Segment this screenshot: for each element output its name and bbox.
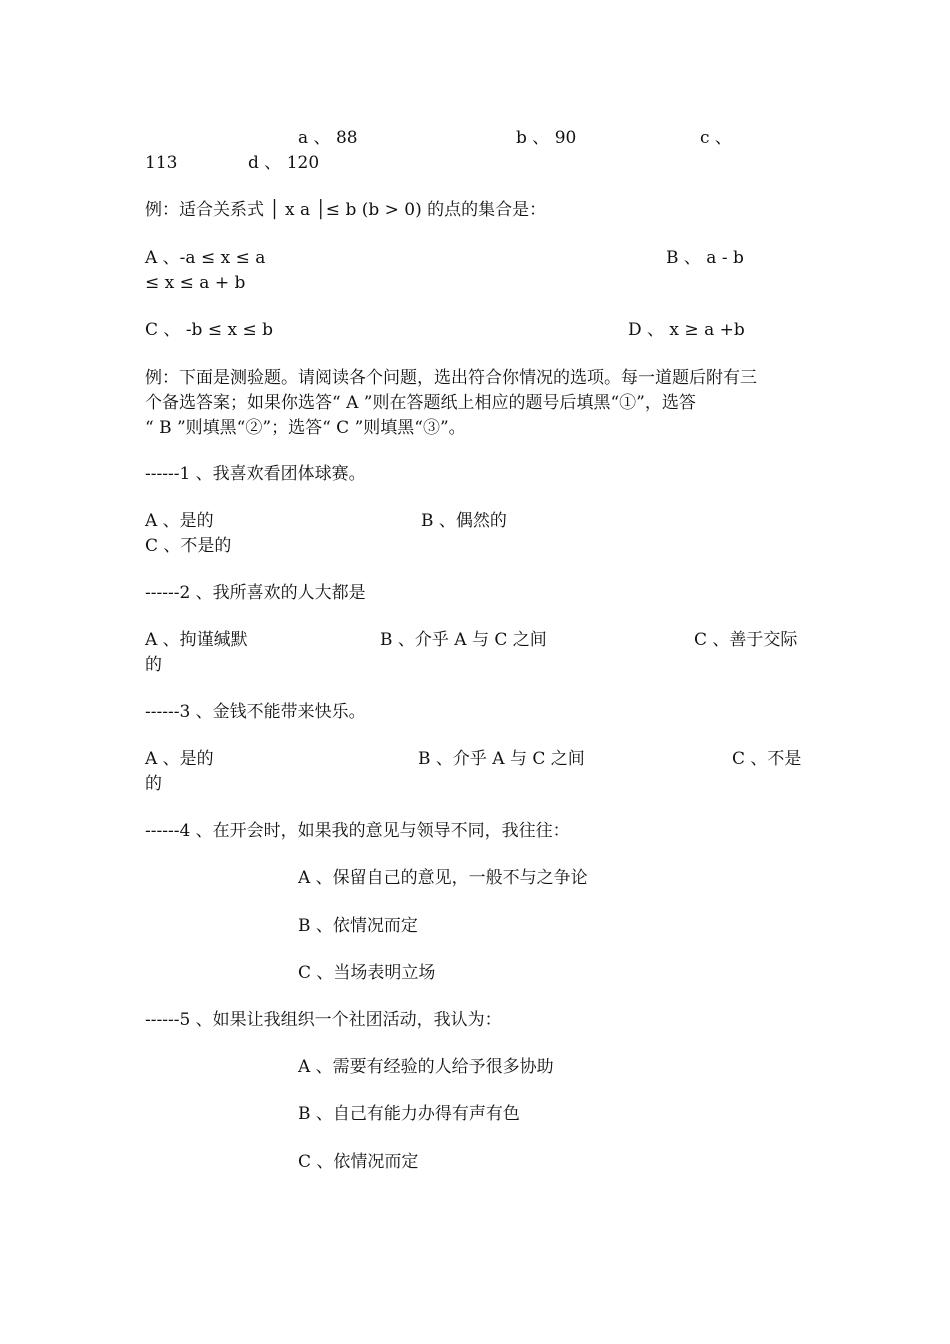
question2-option-b: B 、介乎 A 与 C 之间 xyxy=(380,630,547,650)
question3-option-c: C 、不是 xyxy=(732,749,802,769)
example2-intro-line1: 例：下面是测验题。请阅读各个问题，选出符合你情况的选项。每一道题后附有三 xyxy=(145,368,757,388)
example2-intro-line2: 个备选答案；如果你选答“ A ”则在答题纸上相应的题号后填黑“①”，选答 xyxy=(145,393,696,413)
example2-intro-line3: “ B ”则填黑“②”；选答“ C ”则填黑“③”。 xyxy=(145,418,466,438)
question4-option-b: B 、依情况而定 xyxy=(298,916,418,936)
question2-option-c: C 、善于交际 xyxy=(694,630,798,650)
question1-option-a: A 、是的 xyxy=(145,511,214,531)
example1-option-c: C 、 -b ≤ x ≤ b xyxy=(145,320,274,340)
question3-option-c-wrap: 的 xyxy=(145,774,162,794)
question5-option-c: C 、依情况而定 xyxy=(298,1152,419,1172)
question3-option-b: B 、介乎 A 与 C 之间 xyxy=(418,749,585,769)
option-b-90: b 、 90 xyxy=(516,128,577,148)
question5-option-a: A 、需要有经验的人给予很多协助 xyxy=(298,1057,554,1077)
example1-question: 例：适合关系式 │ x a │≤ b (b > 0) 的点的集合是： xyxy=(145,200,547,220)
option-d-120: d 、 120 xyxy=(248,153,320,173)
option-c-label: c 、 xyxy=(700,128,732,148)
example1-option-a: A 、-a ≤ x ≤ a xyxy=(145,248,266,268)
example1-option-b-start: B 、 a - b xyxy=(666,248,744,268)
option-c-value: 113 xyxy=(145,153,178,173)
question5-option-b: B 、自己有能力办得有声有色 xyxy=(298,1104,520,1124)
question1-option-c: C 、不是的 xyxy=(145,536,232,556)
question4-option-c: C 、当场表明立场 xyxy=(298,963,436,983)
question2-option-a: A 、拘谨缄默 xyxy=(145,630,248,650)
question4-stem: ------4 、在开会时，如果我的意见与领导不同，我往往： xyxy=(145,821,570,841)
question3-stem: ------3 、金钱不能带来快乐。 xyxy=(145,702,366,722)
question4-option-a: A 、保留自己的意见，一般不与之争论 xyxy=(298,868,588,888)
question2-stem: ------2 、我所喜欢的人大都是 xyxy=(145,583,366,603)
question2-option-c-wrap: 的 xyxy=(145,655,162,675)
example1-option-b-end: ≤ x ≤ a + b xyxy=(145,273,246,293)
question1-stem: ------1 、我喜欢看团体球赛。 xyxy=(145,464,366,484)
option-a-88: a 、 88 xyxy=(298,128,358,148)
example1-option-d: D 、 x ≥ a +b xyxy=(628,320,745,340)
question1-option-b: B 、偶然的 xyxy=(421,511,507,531)
question3-option-a: A 、是的 xyxy=(145,749,214,769)
question5-stem: ------5 、如果让我组织一个社团活动，我认为： xyxy=(145,1010,502,1030)
